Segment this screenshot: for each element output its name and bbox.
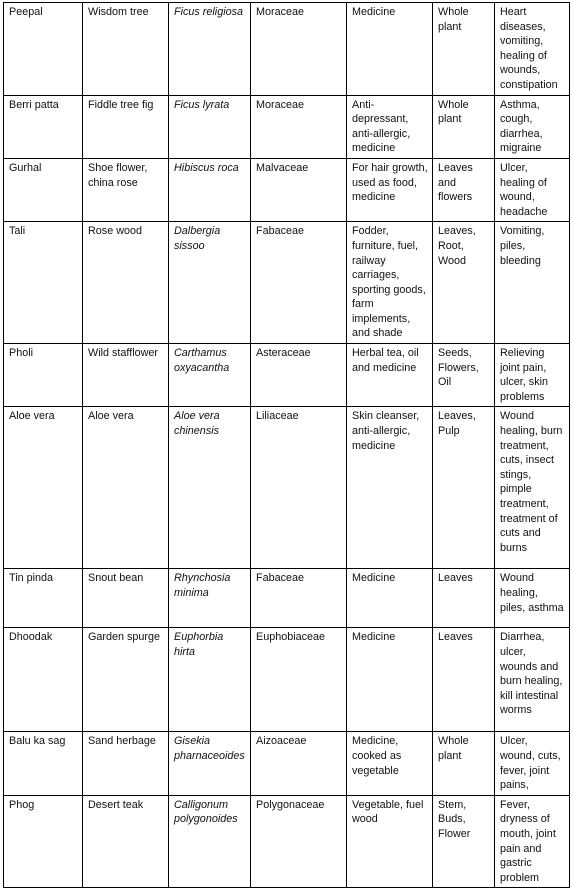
local-name-cell: Aloe vera: [4, 407, 83, 569]
part-used-cell: Leaves: [433, 628, 495, 732]
table-row: [4, 158, 570, 221]
uses-cell: Medicine, cooked as vegetable: [347, 732, 433, 795]
local-name-cell: Pholi: [4, 344, 83, 407]
scientific-name-cell: Gisekia pharnaceoides: [169, 732, 251, 795]
part-used-cell: Seeds, Flowers, Oil: [433, 344, 495, 407]
uses-cell: Skin cleanser, anti-allergic, medicine: [347, 407, 433, 569]
table-row: [4, 407, 570, 569]
scientific-name-cell: Dalbergia sissoo: [169, 222, 251, 344]
ailments-cell: Diarrhea, ulcer, wounds and burn healing, kill intestinal worms: [495, 628, 570, 732]
uses-cell: Fodder, furniture, fuel, railway carriages, sporting goods, farm implements, and shade: [347, 222, 433, 344]
common-name-cell: Sand herbage: [83, 732, 169, 795]
uses-cell: Anti-depressant, anti-allergic, medicine: [347, 95, 433, 158]
ailments-cell: Relieving joint pain, ulcer, skin problems: [495, 344, 570, 407]
ailments-cell: Heart diseases, vomiting, healing of wounds, constipation: [495, 3, 570, 96]
table-row: [4, 3, 570, 96]
common-name-cell: Wild stafflower: [83, 344, 169, 407]
family-cell: Euphobiaceae: [251, 628, 347, 732]
family-cell: Malvaceae: [251, 158, 347, 221]
uses-cell: For hair growth, used as food, medicine: [347, 158, 433, 221]
table-row: [4, 628, 570, 732]
local-name-cell: Peepal: [4, 3, 83, 96]
common-name-cell: Aloe vera: [83, 407, 169, 569]
uses-cell: Herbal tea, oil and medicine: [347, 344, 433, 407]
common-name-cell: Garden spurge: [83, 628, 169, 732]
part-used-cell: Leaves and flowers: [433, 158, 495, 221]
family-cell: Fabaceae: [251, 222, 347, 344]
table-row: [4, 795, 570, 888]
family-cell: Fabaceae: [251, 569, 347, 628]
local-name-cell: Tin pinda: [4, 569, 83, 628]
local-name-cell: Dhoodak: [4, 628, 83, 732]
table-row: [4, 732, 570, 795]
ailments-cell: Ulcer, wound, cuts, fever, joint pains,: [495, 732, 570, 795]
part-used-cell: Whole plant: [433, 95, 495, 158]
common-name-cell: Snout bean: [83, 569, 169, 628]
scientific-name-cell: Calligonum polygonoides: [169, 795, 251, 888]
family-cell: Moraceae: [251, 95, 347, 158]
uses-cell: Medicine: [347, 569, 433, 628]
scientific-name-cell: Aloe vera chinensis: [169, 407, 251, 569]
table-row: [4, 95, 570, 158]
ailments-cell: Fever, dryness of mouth, joint pain and gastric problem: [495, 795, 570, 888]
common-name-cell: Shoe flower, china rose: [83, 158, 169, 221]
scientific-name-cell: Ficus religiosa: [169, 3, 251, 96]
uses-cell: Vegetable, fuel wood: [347, 795, 433, 888]
table-row: [4, 569, 570, 628]
scientific-name-cell: Hibiscus roca: [169, 158, 251, 221]
local-name-cell: Balu ka sag: [4, 732, 83, 795]
family-cell: Moraceae: [251, 3, 347, 96]
ailments-cell: Wound healing, burn treatment, cuts, insect stings, pimple treatment, treatment of cuts and burns: [495, 407, 570, 569]
scientific-name-cell: Rhynchosia minima: [169, 569, 251, 628]
family-cell: Polygonaceae: [251, 795, 347, 888]
table-body: [4, 3, 570, 888]
family-cell: Asteraceae: [251, 344, 347, 407]
common-name-cell: Fiddle tree fig: [83, 95, 169, 158]
part-used-cell: Leaves, Root, Wood: [433, 222, 495, 344]
table-row: [4, 344, 570, 407]
scientific-name-cell: Ficus lyrata: [169, 95, 251, 158]
part-used-cell: Whole plant: [433, 732, 495, 795]
local-name-cell: Gurhal: [4, 158, 83, 221]
family-cell: Liliaceae: [251, 407, 347, 569]
local-name-cell: Tali: [4, 222, 83, 344]
common-name-cell: Rose wood: [83, 222, 169, 344]
table-row: [4, 222, 570, 344]
scientific-name-cell: Carthamus oxyacantha: [169, 344, 251, 407]
family-cell: Aizoaceae: [251, 732, 347, 795]
common-name-cell: Wisdom tree: [83, 3, 169, 96]
part-used-cell: Stem, Buds, Flower: [433, 795, 495, 888]
local-name-cell: Phog: [4, 795, 83, 888]
uses-cell: Medicine: [347, 628, 433, 732]
part-used-cell: Leaves: [433, 569, 495, 628]
ailments-cell: Wound healing, piles, asthma: [495, 569, 570, 628]
part-used-cell: Whole plant: [433, 3, 495, 96]
ailments-cell: Asthma, cough, diarrhea, migraine: [495, 95, 570, 158]
plant-table: [3, 2, 570, 888]
local-name-cell: Berri patta: [4, 95, 83, 158]
part-used-cell: Leaves, Pulp: [433, 407, 495, 569]
ailments-cell: Vomiting, piles, bleeding: [495, 222, 570, 344]
scientific-name-cell: Euphorbia hirta: [169, 628, 251, 732]
ailments-cell: Ulcer, healing of wound, headache: [495, 158, 570, 221]
common-name-cell: Desert teak: [83, 795, 169, 888]
uses-cell: Medicine: [347, 3, 433, 96]
